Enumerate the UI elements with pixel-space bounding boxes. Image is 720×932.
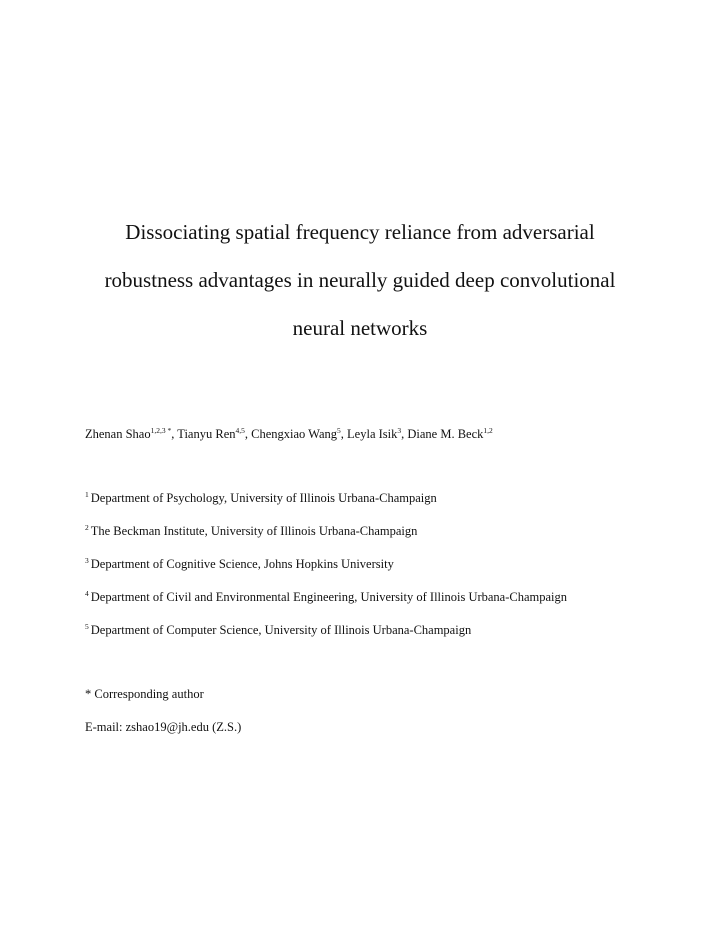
- author-affiliation-marker: 5: [337, 426, 341, 435]
- affiliation-item: [85, 522, 567, 555]
- author-separator: ,: [340, 427, 348, 441]
- author-affiliation-marker: 4,5: [235, 426, 245, 435]
- affiliation-number: 2: [85, 523, 89, 532]
- author-separator: ,: [401, 427, 408, 441]
- affiliation-number: 1: [85, 490, 89, 499]
- author-name: Chengxiao Wang: [251, 427, 338, 441]
- affiliation-number: 5: [85, 622, 89, 631]
- author-list: [85, 426, 493, 442]
- author-name: Leyla Isik: [347, 427, 398, 441]
- affiliation-item: [85, 555, 567, 588]
- author-separator: ,: [244, 427, 252, 441]
- title-line-1: Dissociating spatial frequency reliance from adversarial: [125, 220, 595, 244]
- title-line-3: neural networks: [292, 316, 428, 340]
- affiliation-number: 3: [85, 556, 89, 565]
- affiliation-text: Department of Civil and Environmental Engineering, University of Illinois Urbana-Champaign: [90, 590, 568, 604]
- affiliation-list: [85, 489, 567, 654]
- affiliation-item: [85, 489, 567, 522]
- author-name: Tianyu Ren: [177, 427, 236, 441]
- affiliation-text: Department of Cognitive Science, Johns Hopkins University: [90, 557, 394, 571]
- affiliation-item: [85, 621, 567, 654]
- affiliation-item: [85, 588, 567, 621]
- title-line-2: robustness advantages in neurally guided deep convolutional: [104, 268, 616, 292]
- correspondence-block: [85, 685, 241, 751]
- corresponding-author-note: * Corresponding author: [85, 687, 204, 701]
- affiliation-text: Department of Computer Science, University of Illinois Urbana-Champaign: [90, 623, 472, 637]
- author-separator: ,: [171, 427, 178, 441]
- author-name: Zhenan Shao: [85, 427, 151, 441]
- affiliation-number: 4: [85, 589, 89, 598]
- paper-title: [60, 208, 660, 352]
- affiliation-text: The Beckman Institute, University of Illinois Urbana-Champaign: [90, 524, 418, 538]
- author-affiliation-marker: 3: [397, 426, 402, 435]
- author-name: Diane M. Beck: [407, 427, 484, 441]
- corresponding-email: E-mail: zshao19@jh.edu (Z.S.): [85, 720, 242, 734]
- affiliation-text: Department of Psychology, University of Illinois Urbana-Champaign: [90, 491, 437, 505]
- author-affiliation-marker: 1,2,3 *: [150, 426, 172, 435]
- author-affiliation-marker: 1,2: [483, 426, 493, 435]
